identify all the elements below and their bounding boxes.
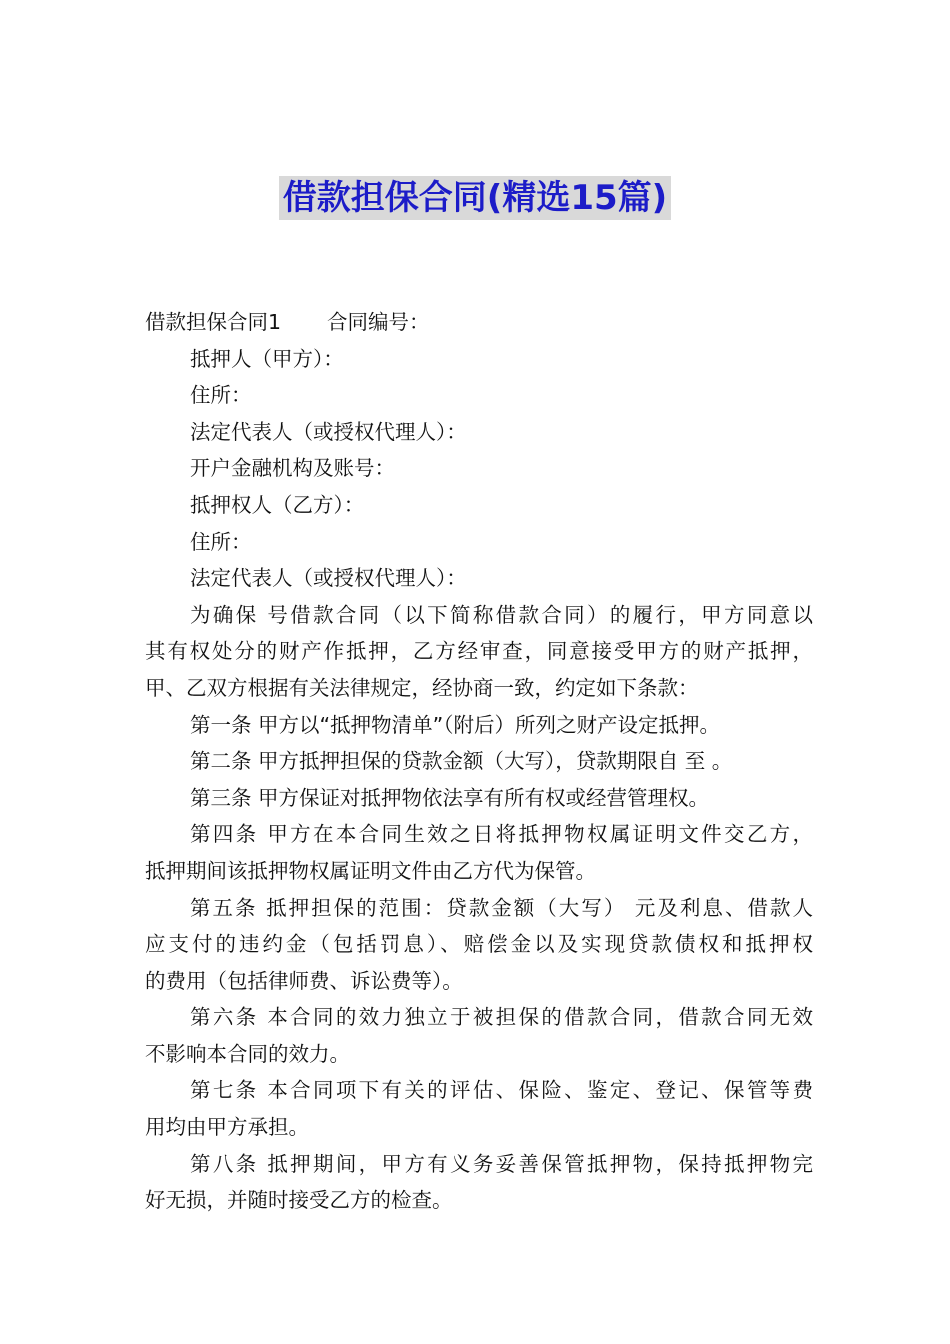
text-line: 用均由甲方承担。 — [145, 1115, 309, 1140]
text-line: 住所： — [190, 529, 252, 554]
text-line: 抵押人（甲方）： — [190, 346, 344, 371]
text-line: 好无损，并随时接受乙方的检查。 — [145, 1188, 453, 1213]
text-line: 法定代表人（或授权代理人）： — [190, 566, 467, 591]
contract-heading: 借款担保合同1 — [145, 310, 282, 334]
text-line: 第三条 甲方保证对抵押物依法享有所有权或经营管理权。 — [190, 785, 710, 810]
first-line — [145, 304, 813, 341]
document-body — [145, 304, 813, 1219]
text-line: 第六条 本合同的效力独立于被担保的借款合同，借款合同无效 — [190, 1005, 813, 1030]
text-line: 不影响本合同的效力。 — [145, 1041, 350, 1066]
text-line: 其有权处分的财产作抵押，乙方经审查，同意接受甲方的财产抵押， — [145, 639, 813, 664]
text-line: 住所： — [190, 383, 252, 408]
text-line: 开户金融机构及账号： — [190, 456, 395, 481]
text-line: 抵押期间该抵押物权属证明文件由乙方代为保管。 — [145, 858, 596, 883]
text-line: 第二条 甲方抵押担保的贷款金额（大写），贷款期限自 至 。 — [190, 749, 733, 774]
text-line: 第一条 甲方以“抵押物清单”（附后）所列之财产设定抵押。 — [190, 712, 721, 737]
text-line: 应支付的违约金（包括罚息）、赔偿金以及实现贷款债权和抵押权 — [145, 932, 813, 957]
text-line: 为确保 号借款合同（以下简称借款合同）的履行，甲方同意以 — [190, 602, 813, 627]
text-line: 抵押权人（乙方）： — [190, 492, 365, 517]
text-line: 的费用（包括律师费、诉讼费等）。 — [145, 968, 463, 993]
contract-number-label: 合同编号： — [327, 310, 430, 334]
text-line: 法定代表人（或授权代理人）： — [190, 419, 467, 444]
document-title: 借款担保合同(精选15篇) — [279, 176, 671, 220]
text-line: 第五条 抵押担保的范围：贷款金额（大写） 元及利息、借款人 — [190, 895, 813, 920]
paragraph-lines — [145, 341, 813, 1219]
text-line: 第八条 抵押期间，甲方有义务妥善保管抵押物，保持抵押物完 — [190, 1151, 813, 1176]
title-container — [0, 176, 950, 220]
text-line: 第七条 本合同项下有关的评估、保险、鉴定、登记、保管等费 — [190, 1078, 813, 1103]
text-line: 甲、乙双方根据有关法律规定，经协商一致，约定如下条款： — [145, 675, 699, 700]
text-line: 第四条 甲方在本合同生效之日将抵押物权属证明文件交乙方， — [190, 822, 813, 847]
